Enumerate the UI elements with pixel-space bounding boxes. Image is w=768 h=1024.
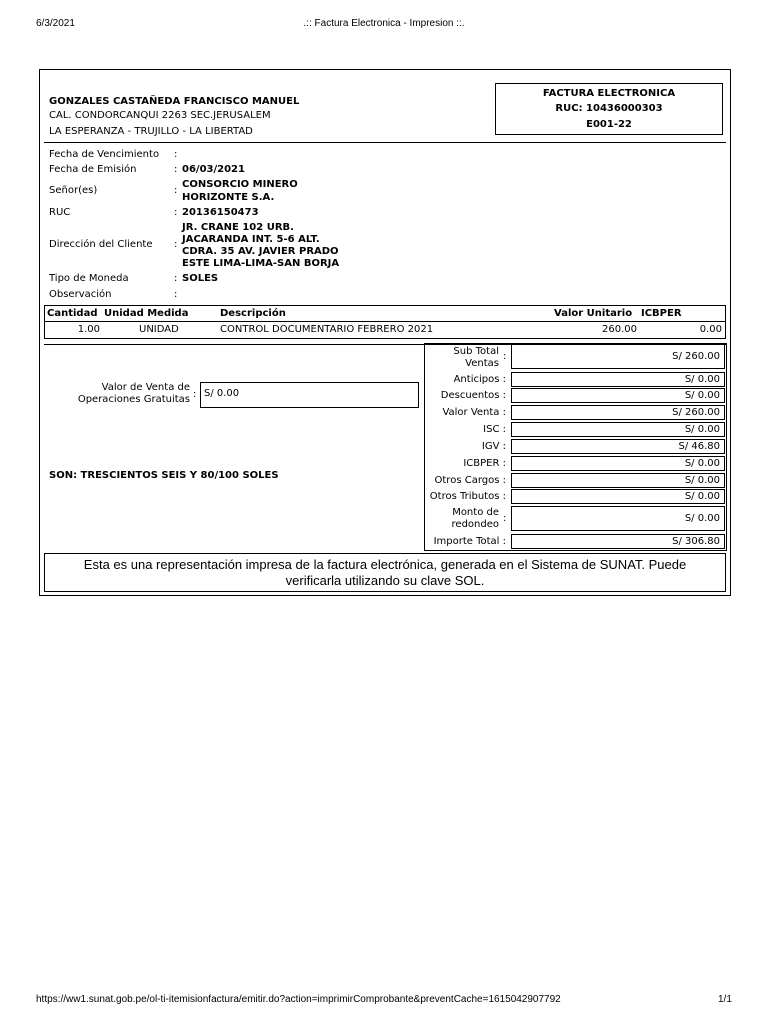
notice-line-1: Esta es una representación impresa de la factura electrónica, generada en el Sistema de SUNAT. Puede — [83, 557, 687, 572]
direccion-line-2: JACARANDA INT. 5-6 ALT. — [182, 234, 320, 245]
colon: : — [174, 289, 178, 300]
issuer-address-1: CAL. CONDORCANQUI 2263 SEC.JERUSALEM — [49, 110, 271, 121]
icbper-label: ICBPER : — [463, 458, 506, 469]
igv-label: IGV : — [481, 441, 506, 452]
isc-label-text: ISC — [483, 424, 500, 435]
issuer-name: GONZALES CASTAÑEDA FRANCISCO MANUEL — [49, 96, 300, 107]
descuentos-label-text: Descuentos — [440, 390, 500, 401]
col-header-unidad: Unidad Medida — [104, 308, 189, 319]
invoice-ruc: RUC: 10436000303 — [555, 103, 663, 114]
anticipos-value — [511, 372, 725, 387]
isc-value — [511, 422, 725, 437]
redondeo-label-2: redondeo — [451, 519, 499, 530]
row-descripcion: CONTROL DOCUMENTARIO FEBRERO 2021 — [220, 324, 434, 335]
senor-line-1: CONSORCIO MINERO — [182, 179, 298, 190]
subtotal-label-1: Sub Total — [453, 346, 499, 357]
header-divider — [44, 142, 726, 143]
gratuitas-label-2: Operaciones Gratuitas — [77, 394, 190, 405]
observacion-label: Observación — [49, 289, 112, 300]
redondeo-text: S/ 0.00 — [684, 513, 720, 524]
redondeo-value — [511, 506, 725, 531]
colon: : — [503, 351, 507, 362]
direccion-line-3: CDRA. 35 AV. JAVIER PRADO — [182, 246, 339, 257]
valor-venta-text: S/ 260.00 — [672, 407, 720, 418]
otros-tributos-label: Otros Tributos : — [429, 491, 506, 502]
invoice-number: E001-22 — [586, 119, 632, 130]
senor-label: Señor(es) — [49, 185, 98, 196]
gratuitas-value-box — [200, 382, 419, 408]
fecha-emision-value: 06/03/2021 — [182, 164, 245, 175]
row-icbper: 0.00 — [699, 324, 722, 335]
anticipos-label: Anticipos : — [453, 374, 506, 385]
col-header-valor-unitario: Valor Unitario — [554, 308, 633, 319]
amount-in-words: SON: TRESCIENTOS SEIS Y 80/100 SOLES — [49, 470, 279, 481]
ruc-value: 20136150473 — [182, 207, 259, 218]
moneda-label: Tipo de Moneda — [49, 273, 129, 284]
issuer-address-2: LA ESPERANZA - TRUJILLO - LA LIBERTAD — [49, 126, 253, 137]
otros-tributos-text: S/ 0.00 — [684, 491, 720, 502]
fecha-emision-label: Fecha de Emisión — [49, 164, 137, 175]
otros-cargos-text: S/ 0.00 — [684, 475, 720, 486]
descuentos-text: S/ 0.00 — [684, 390, 720, 401]
importe-total-label: Importe Total : — [433, 536, 506, 547]
isc-label: ISC : — [483, 424, 506, 435]
col-header-icbper: ICBPER — [641, 308, 682, 319]
invoice-type-title: FACTURA ELECTRONICA — [542, 88, 676, 99]
descuentos-label: Descuentos : — [440, 390, 506, 401]
direccion-label: Dirección del Cliente — [49, 239, 153, 250]
row-valor-unitario: 260.00 — [602, 324, 637, 335]
direccion-line-4: ESTE LIMA-LIMA-SAN BORJA — [182, 258, 340, 269]
senor-line-2: HORIZONTE S.A. — [182, 192, 275, 203]
colon: : — [174, 273, 178, 284]
icbper-text: S/ 0.00 — [684, 458, 720, 469]
row-cantidad: 1.00 — [77, 324, 100, 335]
sunat-notice — [44, 553, 726, 592]
otros-cargos-value — [511, 473, 725, 488]
otros-cargos-label: Otros Cargos : — [434, 475, 506, 486]
otros-tributos-label-text: Otros Tributos — [429, 491, 500, 502]
colon: : — [503, 513, 507, 524]
colon: : — [174, 149, 178, 160]
valor-venta-label-text: Valor Venta — [442, 407, 500, 418]
subtotal-text: S/ 260.00 — [672, 351, 720, 362]
row-unidad: UNIDAD — [139, 324, 179, 335]
descuentos-value — [511, 388, 725, 403]
otros-cargos-label-text: Otros Cargos — [434, 475, 500, 486]
valor-venta-label: Valor Venta : — [442, 407, 506, 418]
ruc-label: RUC — [49, 207, 71, 218]
igv-value — [511, 439, 725, 454]
colon: : — [174, 185, 178, 196]
importe-total-value — [511, 534, 725, 549]
colon: : — [174, 207, 178, 218]
items-header-divider — [44, 321, 726, 322]
isc-text: S/ 0.00 — [684, 424, 720, 435]
icbper-value — [511, 456, 725, 471]
valor-venta-value — [511, 405, 725, 420]
otros-tributos-value — [511, 489, 725, 504]
direccion-line-1: JR. CRANE 102 URB. — [182, 222, 294, 233]
subtotal-label-2: Ventas — [465, 358, 499, 369]
gratuitas-value: S/ 0.00 — [204, 388, 240, 399]
colon: : — [174, 239, 178, 250]
redondeo-label-1: Monto de — [452, 507, 499, 518]
print-title: .:: Factura Electronica - Impresion ::. — [303, 18, 465, 29]
anticipos-text: S/ 0.00 — [684, 374, 720, 385]
col-header-descripcion: Descripción — [220, 308, 286, 319]
col-header-cantidad: Cantidad — [47, 308, 98, 319]
print-url: https://ww1.sunat.gob.pe/ol-ti-itemisionfactura/emitir.do?action=imprimirComprobante&preventCache=1615042907792 — [36, 994, 561, 1005]
igv-text: S/ 46.80 — [678, 441, 720, 452]
subtotal-value — [511, 344, 725, 369]
print-date: 6/3/2021 — [36, 18, 75, 29]
importe-total-text: S/ 306.80 — [672, 536, 720, 547]
importe-total-label-text: Importe Total — [433, 536, 500, 547]
notice-line-2: verificarla utilizando su clave SOL. — [285, 573, 485, 588]
gratuitas-label-1: Valor de Venta de — [101, 382, 190, 393]
icbper-label-text: ICBPER — [463, 458, 500, 469]
fecha-vencimiento-label: Fecha de Vencimiento — [49, 149, 160, 160]
invoice-id-box — [495, 83, 723, 135]
anticipos-label-text: Anticipos — [453, 374, 500, 385]
colon: : — [193, 389, 197, 400]
colon: : — [174, 164, 178, 175]
print-page-number: 1/1 — [718, 994, 732, 1005]
igv-label-text: IGV — [481, 441, 500, 452]
moneda-value: SOLES — [182, 273, 219, 284]
